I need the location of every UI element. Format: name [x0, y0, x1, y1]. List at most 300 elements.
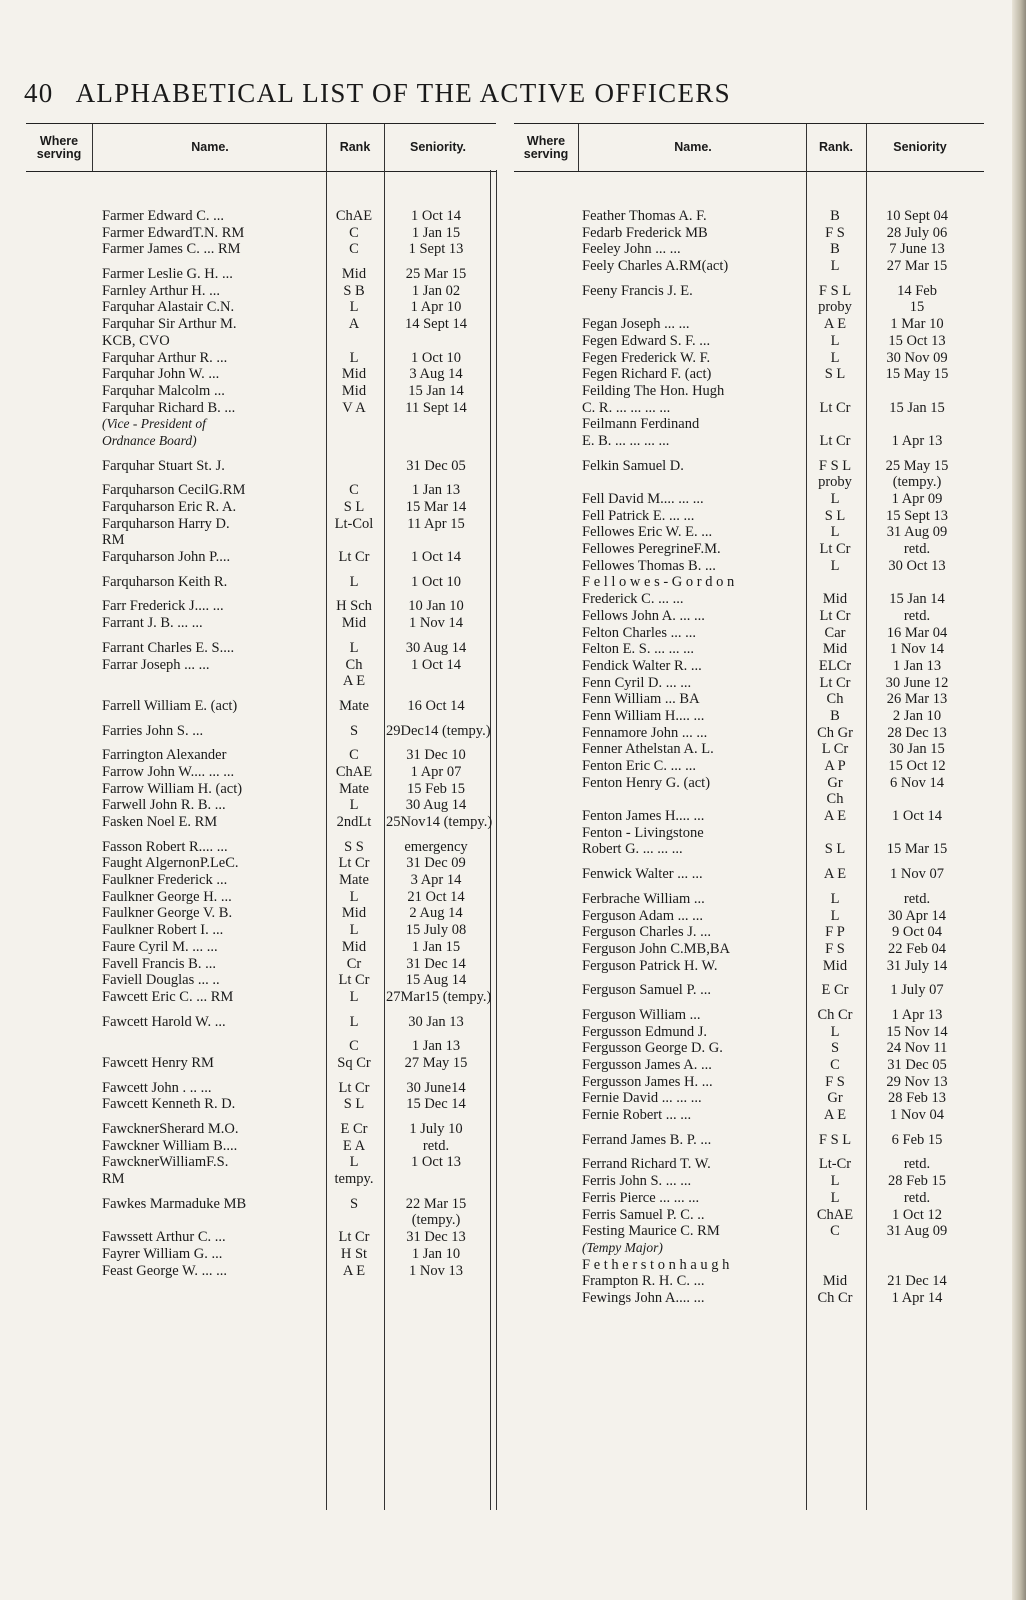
officer-row	[26, 989, 496, 1006]
officer-seniority: 27 Mar 15	[886, 258, 948, 275]
officer-name: Fell David M.... ... ...	[582, 491, 704, 507]
officer-seniority: 27Mar15 (tempy.)	[386, 988, 492, 1005]
officer-seniority: 6 Nov 14	[890, 774, 944, 791]
officer-name: Ferguson Charles J. ...	[582, 924, 712, 941]
officer-row	[26, 939, 496, 956]
officer-row	[514, 241, 984, 258]
officer-name: Fergusson George D. G.	[582, 1040, 723, 1057]
officer-seniority: 31 Dec 05	[887, 1057, 947, 1073]
officer-rank: Lt Cr	[819, 607, 851, 624]
officer-seniority: 1 Jan 13	[892, 657, 942, 674]
officer-seniority: 15 Oct 13	[888, 332, 946, 349]
officer-seniority: 31 Dec 09	[406, 855, 466, 872]
officer-seniority: 1 Jan 13	[411, 1038, 461, 1055]
officer-name: Farquharson John P....	[102, 549, 231, 566]
officer-seniority: 31 Aug 09	[886, 1223, 948, 1240]
officer-seniority: 1 Apr 14	[891, 1289, 943, 1306]
officer-rank: L	[830, 1189, 840, 1206]
right-column-header	[514, 123, 984, 172]
officer-name: Fellowes Eric W. E. ...	[582, 524, 713, 541]
officer-rank: F S	[825, 1073, 845, 1090]
officer-seniority: 31 July 14	[886, 957, 948, 974]
officer-seniority: 29 Nov 13	[886, 1073, 948, 1090]
officer-seniority: 30 Jan 13	[408, 1013, 464, 1030]
officer-name: Farr Frederick J.... ...	[102, 598, 224, 615]
officer-name: Farmer James C. ... RM	[102, 241, 241, 258]
officer-row	[26, 590, 496, 598]
officer-rank: B	[830, 707, 840, 724]
officer-rank: V A	[342, 399, 366, 416]
officer-name: Faulkner George H. ...	[102, 888, 232, 905]
officer-row	[26, 1038, 496, 1055]
officer-row	[26, 516, 496, 533]
officer-name: Farquhar Alastair C.N.	[102, 299, 235, 316]
officer-rank: Ch Cr	[817, 1006, 853, 1023]
officer-row	[514, 1124, 984, 1132]
officer-row	[26, 640, 496, 657]
page-number: 40	[24, 78, 54, 108]
officer-rank: A E	[342, 673, 366, 690]
officer-row	[26, 225, 496, 242]
officer-seniority: 7 June 13	[889, 241, 945, 258]
officer-name: Fayrer William G. ...	[102, 1245, 223, 1262]
officer-seniority: 28 Feb 15	[888, 1173, 946, 1190]
officer-seniority: 3 Aug 14	[409, 366, 463, 383]
officer-seniority: 9 Oct 04	[892, 924, 942, 941]
officer-seniority: 1 Apr 13	[891, 1006, 943, 1023]
officer-name: Ordnance Board)	[102, 432, 197, 448]
officer-row	[26, 872, 496, 889]
officer-seniority: (tempy.)	[411, 1212, 461, 1229]
officer-row	[514, 708, 984, 725]
officer-name: Feeley John ... ...	[582, 241, 681, 258]
officer-name: Ferris Samuel P. C. ..	[582, 1206, 705, 1223]
officer-seniority: 25 May 15	[885, 457, 949, 474]
officer-rank: H St	[340, 1245, 368, 1262]
officer-seniority: 30 June14	[406, 1079, 466, 1096]
officer-seniority: 15 Dec 14	[406, 1096, 466, 1113]
officer-rank: F S L	[818, 282, 852, 299]
officer-seniority: 6 Feb 15	[891, 1131, 943, 1148]
officer-row	[26, 458, 496, 475]
officer-name: (Tempy Major)	[582, 1239, 663, 1255]
officer-rank: Ch	[826, 791, 844, 808]
officer-row	[514, 866, 984, 883]
officer-rank: Lt Cr	[338, 1229, 370, 1246]
officer-row	[514, 275, 984, 283]
officer-rank: L	[349, 922, 359, 939]
officer-name: Festing Maurice C. RM	[582, 1223, 720, 1240]
officer-seniority: 15 Jan 14	[408, 382, 464, 399]
officer-row	[514, 350, 984, 367]
officer-row	[26, 831, 496, 839]
officer-name: Fenn William ... BA	[582, 691, 700, 708]
officer-name: Fawcett Harold W. ...	[102, 1013, 226, 1030]
officer-seniority: 15 Jan 14	[889, 591, 945, 608]
officer-seniority: 25 Mar 15	[405, 266, 467, 283]
officer-row	[514, 1024, 984, 1041]
officer-name: Ferris Pierce ... ... ...	[582, 1189, 700, 1206]
officer-seniority: 1 Mar 10	[890, 316, 944, 333]
officer-name: Fawcett John . .. ...	[102, 1079, 212, 1096]
officer-rank: S B	[343, 282, 365, 299]
officer-seniority: retd.	[903, 1156, 931, 1173]
officer-row	[514, 1074, 984, 1091]
officer-name: Ferrand Richard T. W.	[582, 1156, 711, 1173]
officer-name: Farrow John W.... ... ...	[102, 763, 235, 780]
officer-row	[26, 781, 496, 798]
officer-seniority: 15 Aug 14	[405, 972, 467, 989]
officer-name: Fenn Cyril D. ... ...	[582, 674, 692, 691]
officer-row	[514, 941, 984, 958]
officer-seniority: 28 Dec 13	[887, 724, 947, 741]
officer-row	[26, 1014, 496, 1031]
officer-row	[514, 316, 984, 333]
officer-seniority: 1 Oct 14	[411, 656, 461, 673]
officer-name: Ferbrache William ...	[582, 890, 705, 907]
officer-row	[26, 1055, 496, 1072]
officer-row	[514, 924, 984, 941]
officer-seniority: 24 Nov 11	[886, 1040, 948, 1057]
officer-name: Fenner Athelstan A. L.	[582, 741, 714, 758]
officer-rank: A E	[342, 1262, 366, 1279]
officer-row	[514, 258, 984, 275]
officer-rank: F S	[825, 224, 845, 241]
officer-rank: L	[830, 557, 840, 574]
officer-row	[26, 574, 496, 591]
officer-name: Fellows John A. ... ...	[582, 607, 705, 624]
officer-rank: C	[830, 1223, 840, 1240]
officer-row	[26, 1121, 496, 1138]
officer-name: Farmer EdwardT.N. RM	[102, 224, 245, 241]
name-header: Name.	[674, 140, 712, 154]
officer-name: Farmer Edward C. ...	[102, 208, 225, 224]
officer-seniority: 3 Apr 14	[410, 872, 462, 889]
officer-row	[26, 258, 496, 266]
officer-name: Faulkner George V. B.	[102, 905, 233, 922]
officer-seniority: 1 July 10	[409, 1121, 463, 1137]
officer-rank: Mid	[822, 641, 848, 658]
officer-row	[514, 491, 984, 508]
officer-seniority: 25Nov14 (tempy.)	[386, 814, 493, 830]
officer-row	[514, 591, 984, 608]
officer-rank: C	[349, 482, 359, 499]
officer-row	[514, 641, 984, 658]
officer-rank: L	[349, 573, 359, 590]
officer-rank: Mid	[341, 266, 367, 283]
officer-row	[514, 999, 984, 1007]
officer-name: Feilding The Hon. Hugh	[582, 382, 725, 399]
where-serving-header: Where serving	[523, 133, 569, 161]
officer-seniority: 22 Feb 04	[888, 940, 946, 957]
officer-name: Farquharson Keith R.	[102, 573, 228, 590]
officer-rank: C	[349, 747, 359, 764]
officer-name: Feely Charles A.RM(act)	[582, 258, 729, 275]
officer-rank: L	[830, 332, 840, 349]
officer-rank: ChAE	[335, 208, 373, 224]
officer-name: Ferguson Samuel P. ...	[582, 982, 712, 999]
officer-row	[514, 558, 984, 575]
officer-row	[514, 1057, 984, 1074]
officer-row	[26, 739, 496, 747]
officer-seniority: 1 Sept 13	[408, 241, 464, 258]
officer-name: Fenton - Livingstone	[582, 824, 704, 841]
officer-name: Fenn William H.... ...	[582, 707, 705, 724]
officer-seniority: 1 Jan 13	[411, 482, 461, 499]
officer-seniority: emergency	[404, 838, 468, 855]
officer-name: Frampton R. H. C. ...	[582, 1273, 705, 1290]
officer-rank: Lt Cr	[338, 1079, 370, 1096]
officer-row	[514, 1007, 984, 1024]
officer-rank: Lt Cr	[819, 399, 851, 416]
officer-rank: L	[830, 1023, 840, 1040]
officer-row	[514, 474, 984, 491]
officer-name: C. R. ... ... ... ...	[582, 399, 671, 416]
officer-rank: A E	[823, 808, 847, 825]
officer-rank: C	[830, 1057, 840, 1073]
officer-name: Felton Charles ... ...	[582, 624, 696, 641]
officer-row	[26, 1171, 496, 1188]
officer-name: Fenton James H.... ...	[582, 808, 705, 825]
officer-row	[26, 839, 496, 856]
page-title: ALPHABETICAL LIST OF THE ACTIVE OFFICERS	[75, 78, 731, 108]
officer-row	[514, 841, 984, 858]
officer-row	[514, 775, 984, 792]
officer-seniority: 31 Dec 05	[406, 457, 466, 474]
book-spine-edge	[1012, 0, 1026, 1600]
officer-seniority: 16 Mar 04	[886, 624, 948, 641]
officer-rank: ELCr	[818, 657, 852, 674]
officer-row	[514, 758, 984, 775]
officer-row	[26, 450, 496, 458]
officer-seniority: 26 Mar 13	[886, 691, 948, 708]
officer-seniority: 1 Nov 13	[409, 1262, 463, 1279]
officer-row	[26, 1154, 496, 1171]
officer-seniority: 1 Oct 14	[892, 808, 942, 825]
officer-row	[514, 208, 984, 225]
officer-seniority: 15 Nov 14	[886, 1023, 948, 1040]
officer-name: Fegen Richard F. (act)	[582, 366, 712, 383]
officer-seniority: 11 Apr 15	[407, 515, 465, 532]
officer-row	[26, 433, 496, 450]
officer-rank: S S	[344, 838, 364, 855]
officer-name: Fennamore John ... ...	[582, 724, 708, 741]
officer-rank: Mid	[822, 1273, 848, 1290]
officer-seniority: 1 Oct 13	[411, 1154, 461, 1171]
officer-seniority: 30 Jan 15	[889, 741, 945, 758]
officer-name: Farrant Charles E. S....	[102, 639, 235, 656]
officer-name: Fasken Noel E. RM	[102, 814, 218, 830]
officer-seniority: 15 Sept 13	[885, 507, 949, 524]
officer-seniority: 1 Nov 04	[890, 1107, 944, 1124]
officer-row	[26, 1096, 496, 1113]
officer-name: Fenwick Walter ... ...	[582, 866, 703, 883]
officer-rank: L	[349, 797, 359, 814]
name-header: Name.	[191, 140, 229, 154]
officer-row	[514, 541, 984, 558]
officer-row	[26, 615, 496, 632]
officer-seniority: 15 Oct 12	[888, 758, 946, 774]
officer-rank: 2ndLt	[336, 814, 372, 830]
officer-name: Farrington Alexander	[102, 747, 227, 764]
officer-name: Farquharson Eric R. A.	[102, 499, 237, 515]
officer-rank: L	[830, 491, 840, 507]
officer-row	[514, 958, 984, 975]
officer-rank: S L	[824, 841, 846, 858]
officer-rank: L	[830, 907, 840, 924]
officer-rank: L	[349, 988, 359, 1005]
officer-name: Feast George W. ... ...	[102, 1262, 227, 1279]
officer-row	[26, 855, 496, 872]
officer-row	[26, 747, 496, 764]
officer-row	[26, 208, 496, 225]
officer-row	[514, 400, 984, 417]
officer-name: Farquhar Arthur R. ...	[102, 349, 228, 366]
officer-row	[514, 416, 984, 433]
officer-name: Farquharson Harry D.	[102, 515, 230, 532]
officer-name: Ferris John S. ... ...	[582, 1173, 692, 1190]
officer-rank: ChAE	[335, 763, 373, 780]
officer-name: Fawssett Arthur C. ...	[102, 1229, 226, 1246]
page-header	[24, 78, 731, 109]
officer-name: Faviell Douglas ... ..	[102, 972, 220, 989]
officer-row	[26, 1188, 496, 1196]
officer-rank: L	[830, 524, 840, 541]
officer-rank: A E	[823, 866, 847, 883]
officer-rank: S	[349, 722, 359, 739]
officer-name: Fewings John A.... ...	[582, 1289, 705, 1306]
officer-seniority: 21 Oct 14	[407, 888, 465, 905]
officer-name: Felkin Samuel D.	[582, 457, 684, 474]
officer-name: Farquhar Richard B. ...	[102, 399, 236, 416]
officer-rank: E Cr	[821, 982, 849, 999]
officer-name: KCB, CVO	[102, 332, 170, 349]
officer-name: Fellowes Thomas B. ...	[582, 557, 716, 574]
officer-name: Farwell John R. B. ...	[102, 797, 226, 814]
officer-name: Ferguson John C.MB,BA	[582, 940, 730, 957]
officer-row	[514, 1223, 984, 1240]
officer-row	[26, 350, 496, 367]
officer-name: Fegen Frederick W. F.	[582, 349, 711, 366]
officer-rank: S L	[343, 1096, 365, 1113]
where-serving-header: Where serving	[36, 133, 82, 161]
officer-rank: A P	[824, 758, 846, 774]
officer-name: Ferguson Patrick H. W.	[582, 957, 718, 974]
officer-row	[514, 1290, 984, 1307]
officer-rank: Lt Cr	[338, 855, 370, 872]
officer-rank: Cr	[346, 955, 362, 972]
officer-row	[26, 1263, 496, 1280]
officer-seniority: 30 Oct 13	[888, 557, 946, 574]
officer-name: RM	[102, 532, 125, 549]
officer-seniority: retd.	[903, 1189, 931, 1206]
officer-rank: L	[830, 258, 840, 275]
officer-name: Farnley Arthur H. ...	[102, 282, 220, 299]
officer-seniority: 1 Oct 10	[411, 573, 461, 590]
officer-row	[514, 1207, 984, 1224]
officer-rank: A E	[823, 316, 847, 333]
officer-row	[514, 608, 984, 625]
officer-row	[26, 972, 496, 989]
officer-name: Feather Thomas A. F.	[582, 208, 707, 224]
officer-seniority: 1 Apr 09	[891, 491, 943, 507]
officer-row	[514, 825, 984, 842]
officer-rank: S L	[824, 366, 846, 383]
officer-seniority: 1 Oct 14	[411, 208, 461, 224]
officer-rank: L	[349, 1013, 359, 1030]
officer-name: Fawcett Kenneth R. D.	[102, 1096, 236, 1113]
officer-seniority: (tempy.)	[892, 474, 942, 491]
officer-rank: S	[830, 1040, 840, 1057]
officer-row	[514, 508, 984, 525]
officer-rank: Gr	[827, 774, 843, 791]
officer-name: Fell Patrick E. ... ...	[582, 507, 695, 524]
officer-rank: Ch Cr	[817, 1289, 853, 1306]
officer-rank: L	[349, 349, 359, 366]
officer-rank: Mid	[341, 366, 367, 383]
officer-rank: B	[830, 241, 840, 258]
officer-seniority: retd.	[422, 1137, 450, 1154]
officer-row	[514, 858, 984, 866]
officer-row	[26, 922, 496, 939]
officer-name: Faure Cyril M. ... ...	[102, 938, 218, 955]
officer-name: Fawkes Marmaduke MB	[102, 1195, 247, 1212]
officer-seniority: 21 Dec 14	[887, 1273, 947, 1290]
officer-rank: Mid	[822, 591, 848, 608]
officer-name: Frederick C. ... ...	[582, 591, 684, 608]
officer-rank: C	[349, 224, 359, 241]
officer-row	[514, 1107, 984, 1124]
officer-row	[26, 283, 496, 300]
officer-seniority: 29Dec14 (tempy.)	[386, 722, 491, 739]
officer-rank: L	[830, 1173, 840, 1190]
officer-row	[26, 764, 496, 781]
officer-rank: Lt Cr	[819, 432, 851, 449]
officer-name: Fenton Eric C. ... ...	[582, 758, 696, 774]
officer-name: F e t h e r s t o n h a u g h	[582, 1256, 730, 1273]
officer-row	[26, 657, 496, 674]
officer-rank: L Cr	[821, 741, 849, 758]
officer-seniority: 1 Nov 14	[409, 615, 463, 632]
officer-rank: Ch Gr	[817, 724, 853, 741]
officer-name: Fawckner William B....	[102, 1137, 238, 1154]
seniority-header: Seniority.	[409, 140, 467, 154]
officer-row	[514, 1156, 984, 1173]
officer-rank: Ch	[345, 656, 363, 673]
officer-row	[514, 333, 984, 350]
officer-name: Fegen Edward S. F. ...	[582, 332, 711, 349]
officer-seniority: 2 Jan 10	[892, 707, 942, 724]
officer-rank: A	[348, 316, 360, 333]
officer-name: Ferguson Adam ... ...	[582, 907, 703, 924]
officer-row	[26, 499, 496, 516]
officer-row	[26, 1138, 496, 1155]
officer-name: Felton E. S. ... ... ...	[582, 641, 694, 658]
officer-seniority: 2 Aug 14	[409, 905, 463, 922]
officer-row	[26, 797, 496, 814]
left-column	[26, 123, 496, 1279]
officer-name: Farrow William H. (act)	[102, 780, 243, 797]
officer-rank: Mid	[341, 905, 367, 922]
officer-seniority: 1 Nov 07	[890, 866, 944, 883]
officer-row	[26, 532, 496, 549]
officer-rank: C	[349, 1038, 359, 1055]
officer-row	[26, 549, 496, 566]
officer-row	[26, 1246, 496, 1263]
right-column	[514, 123, 984, 1306]
officer-name: Feeny Francis J. E.	[582, 282, 693, 299]
officer-row	[26, 416, 496, 433]
